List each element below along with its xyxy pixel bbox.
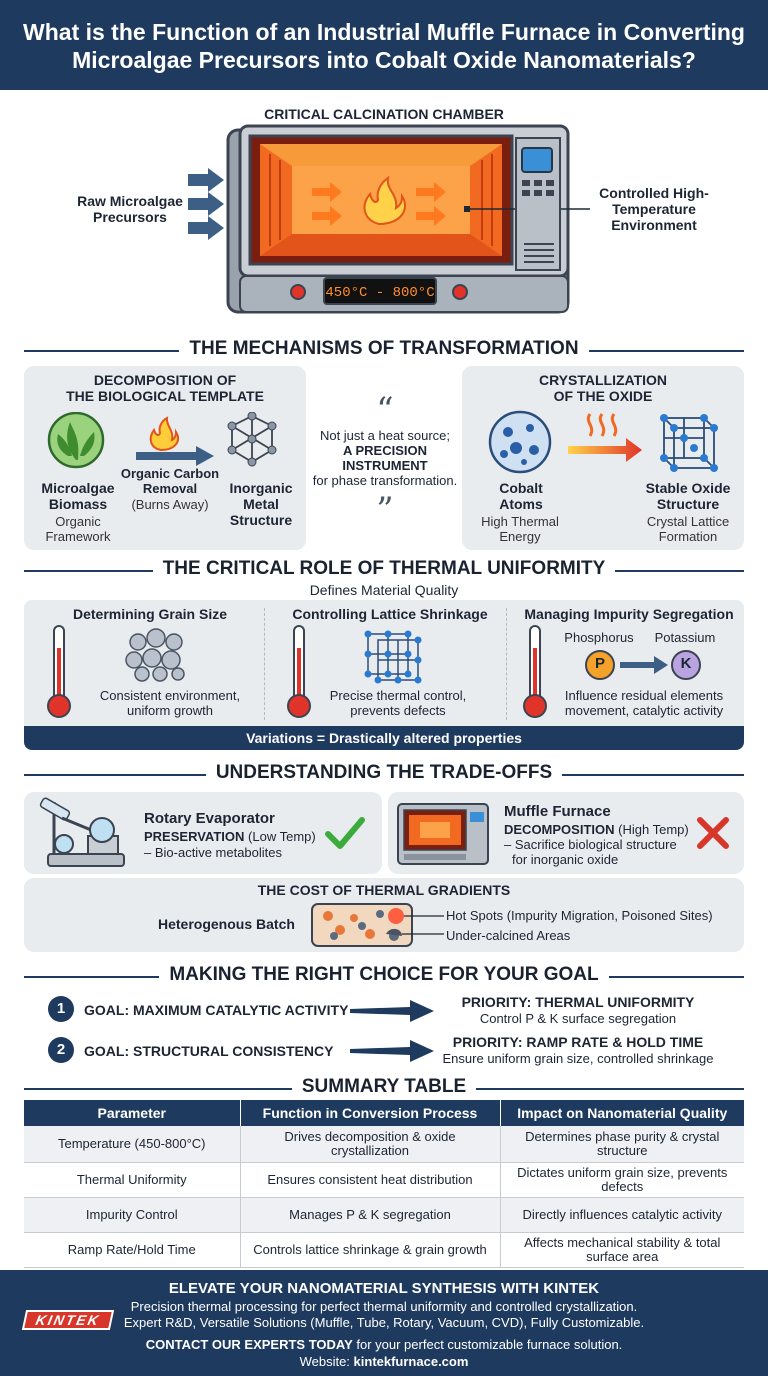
- table-cell: Manages P & K segregation: [240, 1197, 500, 1232]
- impurity-segregation-desc: Influence residual elements movement, catalytic activity: [564, 688, 724, 718]
- footer-contact: CONTACT OUR EXPERTS TODAY for your perfect customizable furnace solution.: [145, 1337, 623, 1352]
- potassium-symbol: K: [680, 655, 692, 672]
- table-header: Parameter: [24, 1100, 240, 1126]
- muffle-furnace-illustration: [180, 120, 600, 320]
- table-row: [24, 1232, 744, 1267]
- uniformity-section-title: THE CRITICAL ROLE OF THERMAL UNIFORMITY: [0, 558, 768, 584]
- rotary-mode: PRESERVATION (Low Temp): [144, 829, 316, 844]
- page-title-line2: Microalgae Precursors into Cobalt Oxide Nanomaterials?: [72, 47, 696, 73]
- table-header: Function in Conversion Process: [240, 1100, 500, 1126]
- arrow-icon: [136, 446, 214, 466]
- table-cell: Directly influences catalytic activity: [500, 1197, 744, 1232]
- open-quote-icon: “: [376, 390, 394, 430]
- muffle-desc1: – Sacrifice biological structure: [504, 837, 677, 852]
- footer: [0, 1270, 768, 1376]
- goal-2-detail: Ensure uniform grain size, controlled shrinkage: [442, 1051, 714, 1066]
- table-cell: Determines phase purity & crystal structure: [500, 1126, 744, 1162]
- cross-icon: [696, 816, 730, 850]
- summary-table: [24, 1100, 744, 1268]
- close-quote-icon: ”: [376, 490, 394, 530]
- quote-block: “ Not just a heat source; A PRECISION INSTRUMENT for phase transformation. ”: [312, 390, 458, 530]
- page-title-line1: What is the Function of an Industrial Muffle Furnace in Converting: [23, 19, 745, 45]
- table-cell: Thermal Uniformity: [24, 1162, 240, 1197]
- table-cell: Ramp Rate/Hold Time: [24, 1232, 240, 1267]
- thermometer-icon: [44, 624, 74, 720]
- table-row: [24, 1162, 744, 1197]
- goal-1-label: GOAL: MAXIMUM CATALYTIC ACTIVITY: [84, 1002, 349, 1018]
- arrow-icon: [350, 1038, 434, 1064]
- organic-framework-label: Organic Framework: [45, 514, 111, 544]
- crystallization-title: CRYSTALLIZATION OF THE OXIDE: [538, 372, 668, 404]
- table-cell: Impurity Control: [24, 1197, 240, 1232]
- muffle-furnace-icon: [396, 802, 490, 866]
- goal-1-priority: PRIORITY: THERMAL UNIFORMITY: [461, 994, 695, 1010]
- burns-away-label: (Burns Away): [131, 497, 209, 512]
- decomposition-title: DECOMPOSITION OF THE BIOLOGICAL TEMPLATE: [66, 372, 264, 404]
- arrow-icon: [350, 998, 434, 1024]
- goal-1-detail: Control P & K surface segregation: [479, 1011, 677, 1026]
- input-label: Raw Microalgae Precursors: [77, 193, 183, 225]
- footer-line1: Precision thermal processing for perfect thermal uniformity and controlled crystallization.: [130, 1299, 638, 1314]
- heterogenous-batch-label: Heterogenous Batch: [158, 916, 295, 932]
- summary-section-title: SUMMARY TABLE: [0, 1076, 768, 1102]
- rotary-evaporator-icon: [34, 796, 130, 870]
- decomposition-icons: [44, 412, 294, 472]
- check-icon: [324, 816, 366, 852]
- heat-waves-icon: [588, 414, 615, 436]
- output-label: Controlled High-Temperature Environment: [599, 185, 709, 233]
- mechanisms-section-title: THE MECHANISMS OF TRANSFORMATION: [0, 338, 768, 364]
- tradeoffs-section-title: UNDERSTANDING THE TRADE-OFFS: [0, 762, 768, 788]
- table-cell: Ensures consistent heat distribution: [240, 1162, 500, 1197]
- goal-2-priority: PRIORITY: RAMP RATE & HOLD TIME: [452, 1034, 704, 1050]
- footer-line2: Expert R&D, Versatile Solutions (Muffle, Tube, Rotary, Vacuum, CVD), Fully Customizable.: [123, 1315, 645, 1330]
- variations-banner: Variations = Drastically altered properties: [24, 726, 744, 750]
- transform-arrow-icon: [568, 438, 642, 462]
- goals-section-title: MAKING THE RIGHT CHOICE FOR YOUR GOAL: [0, 964, 768, 990]
- lattice-shrinkage-desc: Precise thermal control, prevents defects: [329, 688, 467, 718]
- thermometer-icon: [520, 624, 550, 720]
- heterogenous-batch-icon: [310, 900, 450, 948]
- lattice-shrinkage-title: Controlling Lattice Shrinkage: [292, 606, 488, 622]
- table-row: [24, 1126, 744, 1162]
- temperature-display: 450°C - 800°C: [325, 285, 435, 301]
- muffle-furnace-name: Muffle Furnace: [504, 803, 611, 820]
- table-cell: Dictates uniform grain size, prevents defects: [500, 1162, 744, 1197]
- lattice-grid-icon: [362, 628, 424, 684]
- grain-cluster-icon: [124, 628, 188, 682]
- grain-size-title: Determining Grain Size: [72, 606, 228, 622]
- inorganic-metal-label: Inorganic Metal Structure: [229, 480, 293, 528]
- phosphorus-label: Phosphorus: [564, 630, 634, 645]
- crystallization-icons: [486, 410, 726, 476]
- rotary-desc: – Bio-active metabolites: [144, 845, 283, 860]
- muffle-mode: DECOMPOSITION (High Temp): [504, 822, 689, 837]
- carbon-removal-label: Organic Carbon Removal: [120, 466, 220, 496]
- table-row: [24, 1197, 744, 1232]
- thermometer-icon: [284, 624, 314, 720]
- footer-title: ELEVATE YOUR NANOMATERIAL SYNTHESIS WITH KINTEK: [168, 1280, 600, 1297]
- phosphorus-symbol: P: [594, 655, 605, 672]
- table-cell: Affects mechanical stability & total surface area: [500, 1232, 744, 1267]
- rotary-evaporator-name: Rotary Evaporator: [144, 810, 275, 827]
- goal-2-label: GOAL: STRUCTURAL CONSISTENCY: [84, 1043, 334, 1059]
- kintek-logo: KINTEK: [22, 1310, 114, 1330]
- goal-2-number: 2: [48, 1037, 74, 1063]
- cobalt-atoms-label: Cobalt Atoms: [499, 480, 543, 512]
- table-cell: Controls lattice shrinkage & grain growth: [240, 1232, 500, 1267]
- muffle-desc2: for inorganic oxide: [512, 852, 619, 867]
- input-arrows-icon: [188, 168, 224, 240]
- grain-size-desc: Consistent environment, uniform growth: [99, 688, 241, 718]
- crystal-lattice-label: Crystal Lattice Formation: [646, 514, 730, 544]
- high-thermal-energy-label: High Thermal Energy: [481, 514, 559, 544]
- table-cell: Drives decomposition & oxide crystallization: [240, 1126, 500, 1162]
- cobalt-atoms-icon: [490, 412, 550, 472]
- uniformity-subtitle: Defines Material Quality: [309, 582, 459, 598]
- hot-spots-label: Hot Spots (Impurity Migration, Poisoned Sites): [446, 908, 713, 923]
- under-calcined-label: Under-calcined Areas: [446, 928, 571, 943]
- table-header: Impact on Nanomaterial Quality: [517, 1105, 728, 1121]
- stable-oxide-label: Stable Oxide Structure: [645, 480, 731, 512]
- impurity-segregation-title: Managing Impurity Segregation: [524, 606, 734, 622]
- burn-icon: [151, 418, 178, 450]
- potassium-label: Potassium: [654, 630, 716, 645]
- furnace-title: CRITICAL CALCINATION CHAMBER: [264, 106, 504, 122]
- page-header: [0, 0, 768, 90]
- goal-1-number: 1: [48, 996, 74, 1022]
- gradients-title: THE COST OF THERMAL GRADIENTS: [257, 882, 511, 898]
- footer-website[interactable]: Website: kintekfurnace.com: [299, 1354, 469, 1369]
- table-cell: Temperature (450-800°C): [24, 1126, 240, 1162]
- microalgae-biomass-label: Microalgae Biomass: [41, 480, 115, 512]
